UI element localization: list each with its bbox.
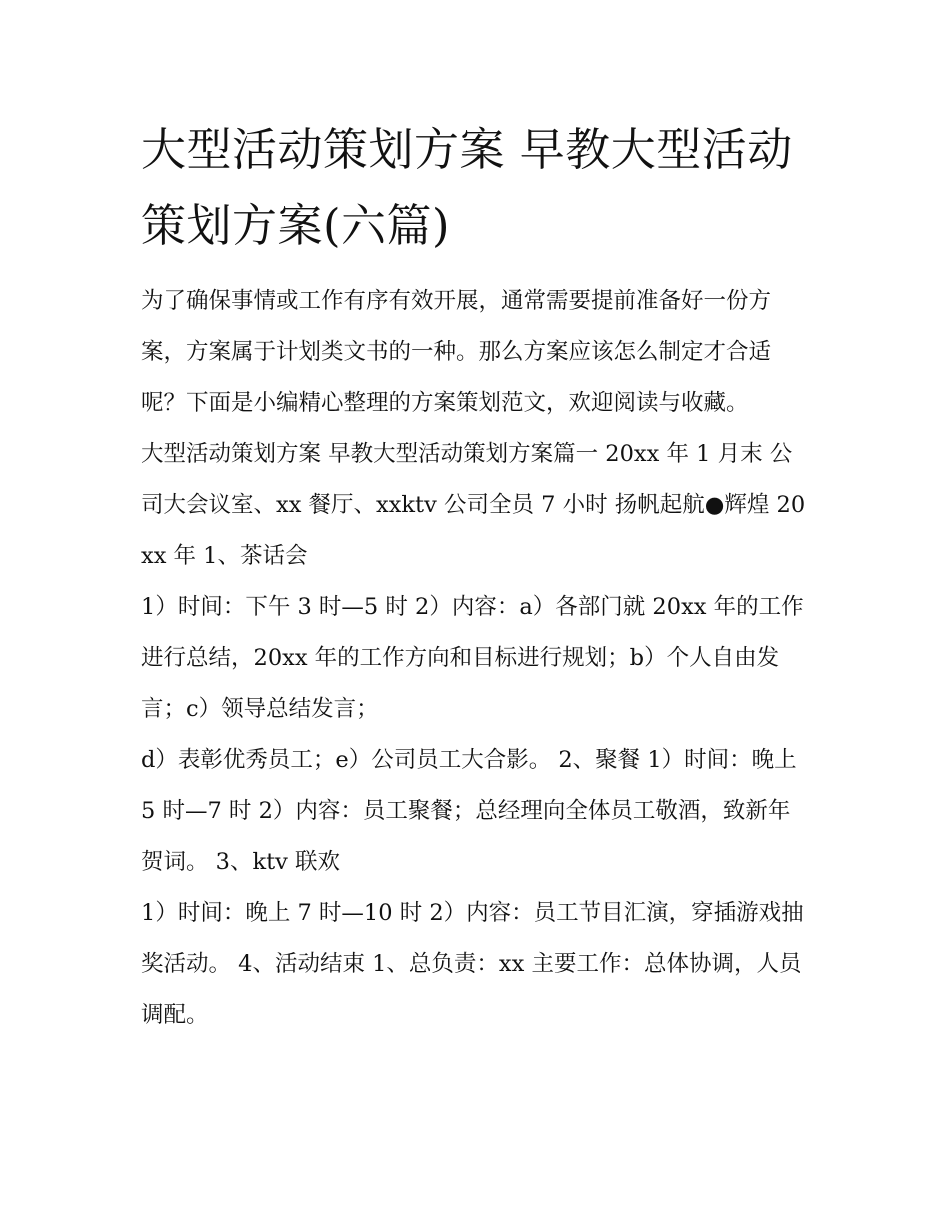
intro-paragraph: 为了确保事情或工作有序有效开展，通常需要提前准备好一份方案，方案属于计划类文书的一种。那么方案应该怎么制定才合适呢？下面是小编精心整理的方案策划范文，欢迎阅读与收藏。 bbox=[141, 288, 772, 416]
body-paragraph: 1）时间：下午 3 时—5 时 2）内容：a）各部门就 20xx 年的工作进行总结，20xx 年的工作方向和目标进行规划；b）个人自由发言；c）领导总结发言； bbox=[141, 594, 804, 722]
body-paragraph: 大型活动策划方案 早教大型活动策划方案篇一 20xx 年 1 月末 公司大会议室、xx 餐厅、xxktv 公司全员 7 小时 扬帆起航●辉煌 20xx 年 1、茶话会 bbox=[141, 441, 806, 569]
body-paragraph: 1）时间：晚上 7 时—10 时 2）内容：员工节目汇演，穿插游戏抽奖活动。 4、活动结束 1、总负责：xx 主要工作：总体协调，人员调配。 bbox=[141, 900, 804, 1028]
document-body bbox=[141, 112, 811, 1041]
document-title: 大型活动策划方案 早教大型活动策划方案(六篇) bbox=[141, 123, 793, 252]
body-paragraph: d）表彰优秀员工；e）公司员工大合影。 2、聚餐 1）时间：晚上 5 时—7 时 2）内容：员工聚餐；总经理向全体员工敬酒，致新年贺词。 3、ktv 联欢 bbox=[141, 747, 797, 875]
